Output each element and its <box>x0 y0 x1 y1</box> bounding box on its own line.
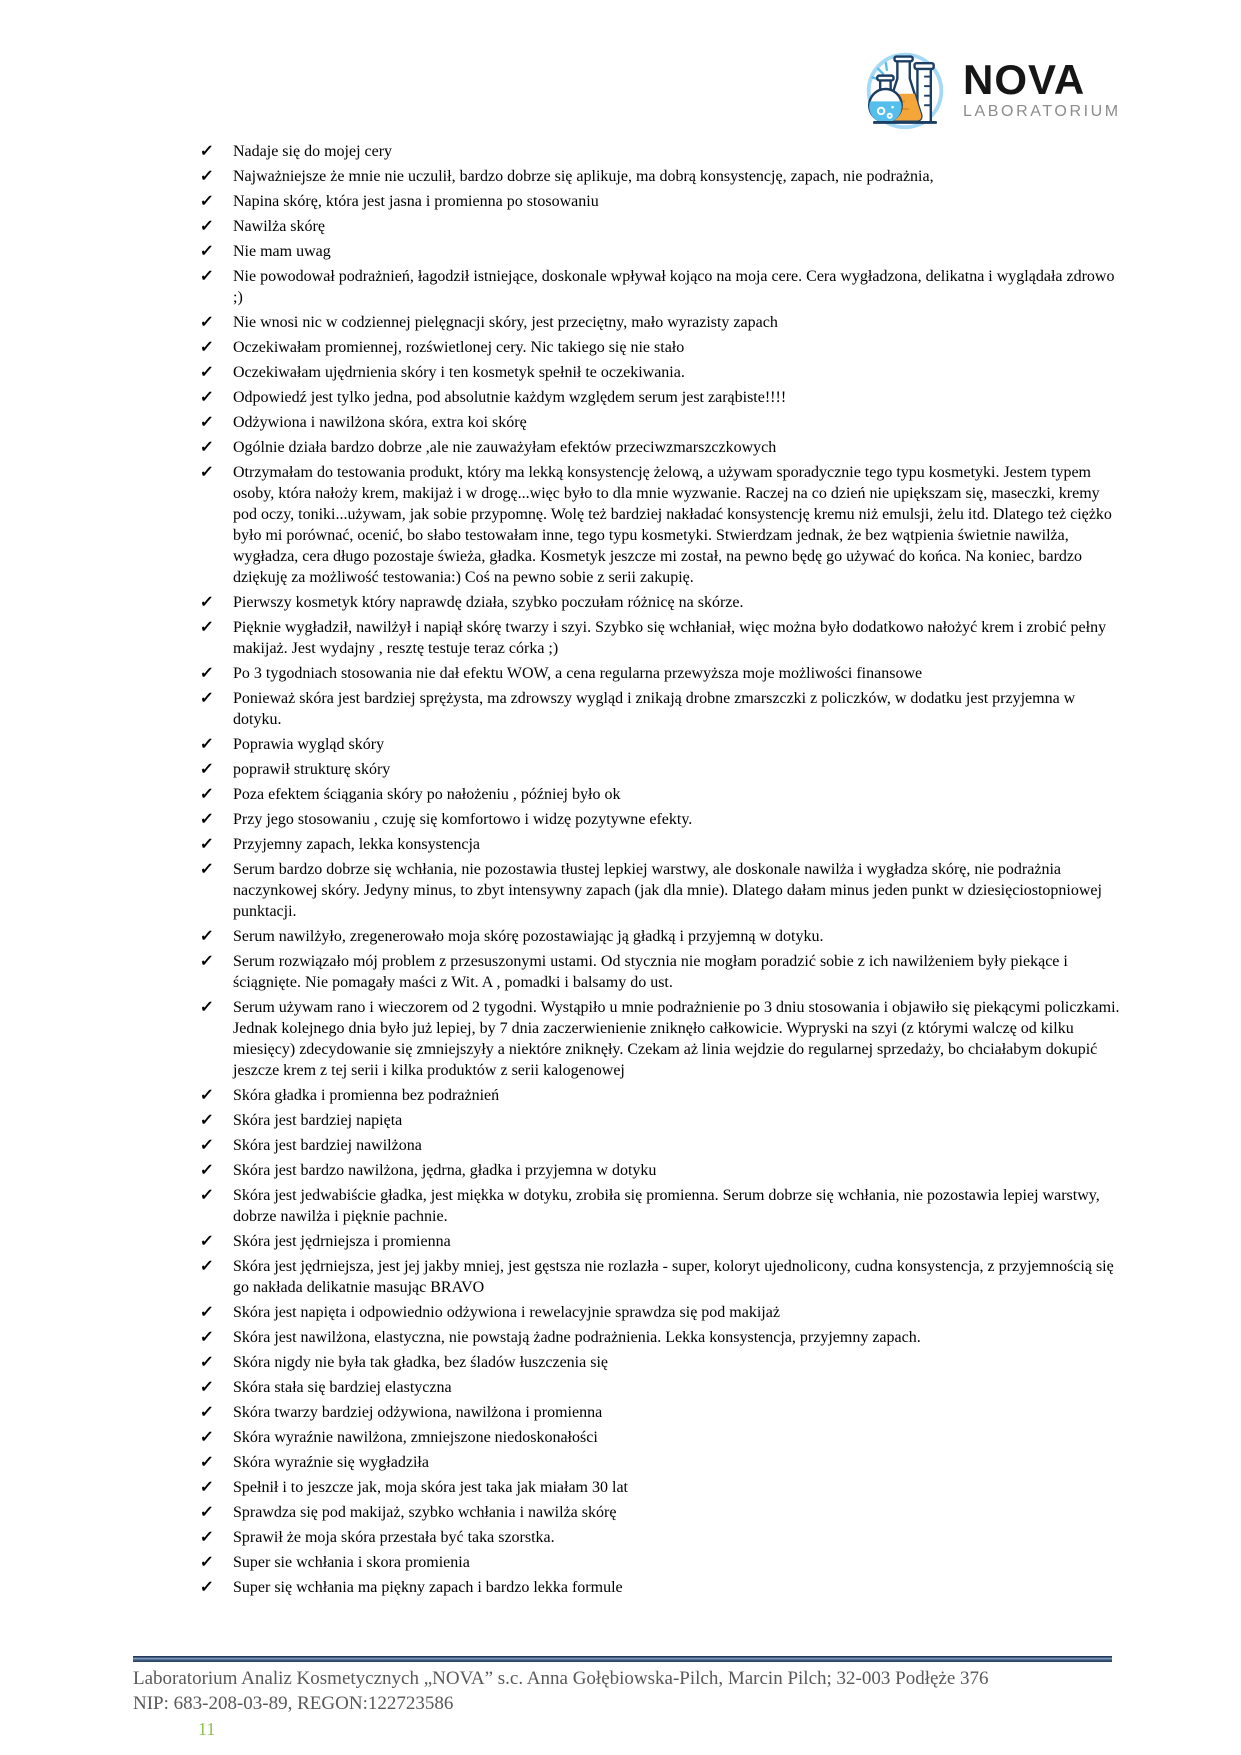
list-item <box>200 1402 1120 1423</box>
review-text: Skóra wyraźnie się wygładziła <box>233 1454 429 1471</box>
check-icon: ✓ <box>199 1304 215 1321</box>
review-text: Sprawdza się pod makijaż, szybko wchłania i nawilża skórę <box>233 1504 617 1521</box>
check-icon: ✓ <box>199 861 215 878</box>
check-icon: ✓ <box>199 1529 215 1546</box>
review-text: Otrzymałam do testowania produkt, który ma lekką konsystencję żelową, a używam sporadycznie tego typu kosmetyki. Jestem typem osoby, która nałoży krem, makijaż i w drogę...więc było to dla mnie wyzwanie. Raczej na co dzień nie upiększam się, maseczki, kremy pod oczy, toniki...używam, jak sobie przypomnę. Wolę też bardziej nakładać konsystencję kremu niż emulsji, żelu itd. Dlatego też ciężko było mi porównać, ocenić, bo słabo testowałam inne, tego typu kosmetyki. Stwierdzam jednak, że bez wątpienia świetnie nawilża, wygładza, cera długo pozostaje świeża, gładka. Kosmetyk jeszcze mi został, na pewno będę go używać do końca. Na koniec, bardzo dziękuję za możliwość testowania:) Coś na pewno sobie z serii zakupię. <box>233 464 1112 586</box>
check-icon: ✓ <box>199 836 215 853</box>
check-icon: ✓ <box>199 1329 215 1346</box>
check-icon: ✓ <box>199 168 215 185</box>
check-icon: ✓ <box>199 1112 215 1129</box>
check-icon: ✓ <box>199 143 215 160</box>
list-item <box>200 1110 1120 1131</box>
list-item <box>200 734 1120 755</box>
check-icon: ✓ <box>199 439 215 456</box>
list-item <box>200 1477 1120 1498</box>
list-item <box>200 241 1120 262</box>
logo-subtitle: LABORATORIUM <box>963 102 1121 120</box>
list-item <box>200 592 1120 613</box>
check-icon: ✓ <box>199 1429 215 1446</box>
list-item <box>200 412 1120 433</box>
footer-line1: Laboratorium Analiz Kosmetycznych „NOVA” s.c. Anna Gołębiowska-Pilch, Marcin Pilch; 32-003 Podłęże 376 <box>133 1668 989 1689</box>
check-icon: ✓ <box>199 786 215 803</box>
check-icon: ✓ <box>199 193 215 210</box>
list-item <box>200 663 1120 684</box>
review-text: Po 3 tygodniach stosowania nie dał efektu WOW, a cena regularna przewyższa moje możliwości finansowe <box>233 665 923 682</box>
review-text: Super się wchłania ma piękny zapach i bardzo lekka formule <box>233 1579 623 1596</box>
list-item <box>200 809 1120 830</box>
list-item <box>200 1502 1120 1523</box>
check-icon: ✓ <box>199 1404 215 1421</box>
check-icon: ✓ <box>199 218 215 235</box>
list-item <box>200 1352 1120 1373</box>
review-text: Skóra nigdy nie była tak gładka, bez śladów łuszczenia się <box>233 1354 608 1371</box>
review-text: Nie mam uwag <box>233 243 331 260</box>
review-text: Nie powodował podrażnień, łagodził istniejące, doskonale wpływał kojąco na moja cere. Cera wygładzona, delikatna i wyglądała zdrowo ;) <box>233 268 1115 306</box>
check-icon: ✓ <box>199 1354 215 1371</box>
review-text: Skóra wyraźnie nawilżona, zmniejszone niedoskonałości <box>233 1429 598 1446</box>
check-icon: ✓ <box>199 1162 215 1179</box>
review-text: Skóra jest bardziej nawilżona <box>233 1137 422 1154</box>
footer-line2: NIP: 683-208-03-89, REGON:122723586 <box>133 1693 454 1714</box>
list-item <box>200 1185 1120 1227</box>
review-text: Przy jego stosowaniu , czuję się komfortowo i widzę pozytywne efekty. <box>233 811 693 828</box>
list-item <box>200 191 1120 212</box>
list-item <box>200 362 1120 383</box>
list-item <box>200 784 1120 805</box>
review-text: Skóra jest bardziej napięta <box>233 1112 403 1129</box>
review-text: Poza efektem ściągania skóry po nałożeniu , później było ok <box>233 786 621 803</box>
check-icon: ✓ <box>199 761 215 778</box>
check-icon: ✓ <box>199 736 215 753</box>
check-icon: ✓ <box>199 1504 215 1521</box>
review-text: Poprawia wygląd skóry <box>233 736 385 753</box>
list-item <box>200 1085 1120 1106</box>
logo-text <box>963 55 1121 120</box>
list-item <box>200 337 1120 358</box>
check-icon: ✓ <box>199 690 215 707</box>
list-item <box>200 1527 1120 1548</box>
check-icon: ✓ <box>199 268 215 285</box>
review-text: Ogólnie działa bardzo dobrze ,ale nie zauważyłam efektów przeciwzmarszczkowych <box>233 439 777 456</box>
list-item <box>200 617 1120 659</box>
check-icon: ✓ <box>199 999 215 1016</box>
list-item <box>200 1302 1120 1323</box>
review-text: Skóra jest bardzo nawilżona, jędrna, gładka i przyjemna w dotyku <box>233 1162 657 1179</box>
check-icon: ✓ <box>199 1137 215 1154</box>
list-item <box>200 834 1120 855</box>
check-icon: ✓ <box>199 928 215 945</box>
list-item <box>200 1552 1120 1573</box>
review-text: Nie wnosi nic w codziennej pielęgnacji skóry, jest przeciętny, mało wyrazisty zapach <box>233 314 778 331</box>
check-icon: ✓ <box>199 414 215 431</box>
list-item <box>200 1231 1120 1252</box>
check-icon: ✓ <box>199 665 215 682</box>
check-icon: ✓ <box>199 1087 215 1104</box>
check-icon: ✓ <box>199 619 215 636</box>
check-icon: ✓ <box>199 1579 215 1596</box>
list-item <box>200 1256 1120 1298</box>
review-text: Skóra jest jędrniejsza i promienna <box>233 1233 451 1250</box>
review-text: Serum bardzo dobrze się wchłania, nie pozostawia tłustej lepkiej warstwy, ale doskonale nawilża i wygładza skórę, nie podrażnia naczynkowej skóry. Jedyny minus, to zbyt intensywny zapach (jak dla mnie). Dlatego dałam minus jeden punkt w dziesięciostopniowej punktacji. <box>233 861 1102 920</box>
review-text: Skóra jest jedwabiście gładka, jest miękka w dotyku, zrobiła się promienna. Serum dobrze się wchłania, nie pozostawia lepiej warstwy, dobrze nawilża i pięknie pachnie. <box>233 1187 1100 1225</box>
list-item <box>200 216 1120 237</box>
list-item <box>200 166 1120 187</box>
list-item <box>200 1427 1120 1448</box>
check-icon: ✓ <box>199 464 215 481</box>
check-icon: ✓ <box>199 364 215 381</box>
review-text: Skóra jest napięta i odpowiednio odżywiona i rewelacyjnie sprawdza się pod makijaż <box>233 1304 780 1321</box>
review-text: Skóra jest jędrniejsza, jest jej jakby mniej, jest gęstsza nie rozlazła - super, koloryt ujednolicony, cudna konsystencja, z przyjemnością się go nakłada delikatnie masując BRAVO <box>233 1258 1114 1296</box>
review-text: Super sie wchłania i skora promienia <box>233 1554 470 1571</box>
list-item <box>200 1377 1120 1398</box>
review-text: Sprawił że moja skóra przestała być taka szorstka. <box>233 1529 555 1546</box>
list-item <box>200 1135 1120 1156</box>
review-text: Skóra jest nawilżona, elastyczna, nie powstają żadne podrażnienia. Lekka konsystencja, przyjemny zapach. <box>233 1329 921 1346</box>
check-icon: ✓ <box>199 389 215 406</box>
review-text: Ponieważ skóra jest bardziej sprężysta, ma zdrowszy wygląd i znikają drobne zmarszczki z policzków, w dodatku jest przyjemna w dotyku. <box>233 690 1076 728</box>
check-icon: ✓ <box>199 1479 215 1496</box>
review-text: Oczekiwałam promiennej, rozświetlonej cery. Nic takiego się nie stało <box>233 339 685 356</box>
footer-company-info <box>133 1666 1123 1716</box>
check-icon: ✓ <box>199 1554 215 1571</box>
review-text: Skóra gładka i promienna bez podrażnień <box>233 1087 500 1104</box>
review-text: Nadaje się do mojej cery <box>233 143 393 160</box>
list-item <box>200 1327 1120 1348</box>
check-icon: ✓ <box>199 243 215 260</box>
check-icon: ✓ <box>199 953 215 970</box>
review-text: Oczekiwałam ujędrnienia skóry i ten kosmetyk spełnił te oczekiwania. <box>233 364 685 381</box>
list-item <box>200 437 1120 458</box>
list-item <box>200 997 1120 1081</box>
list-item <box>200 951 1120 993</box>
list-item <box>200 759 1120 780</box>
page-number: 11 <box>198 1719 216 1739</box>
review-text: Napina skórę, która jest jasna i promienna po stosowaniu <box>233 193 599 210</box>
review-text: poprawił strukturę skóry <box>233 761 391 778</box>
logo-name: NOVA <box>963 55 1086 103</box>
list-item <box>200 688 1120 730</box>
list-item <box>200 1452 1120 1473</box>
check-icon: ✓ <box>199 339 215 356</box>
list-item <box>200 312 1120 333</box>
footer-divider <box>133 1656 1112 1662</box>
review-text: Nawilża skórę <box>233 218 325 235</box>
review-text: Serum rozwiązało mój problem z przesuszonymi ustami. Od stycznia nie mogłam poradzić sobie z ich nawilżeniem były piekące i ściągnięte. Nie pomagały maści z Wit. A , pomadki i balsamy do ust. <box>233 953 1068 991</box>
review-text: Pięknie wygładził, nawilżył i napiął skórę twarzy i szyi. Szybko się wchłaniał, więc można było dodatkowo nałożyć krem i zrobić pełny makijaż. Jest wydajny , resztę testuje teraz córka ;) <box>233 619 1107 657</box>
check-icon: ✓ <box>199 1187 215 1204</box>
list-item <box>200 1577 1120 1598</box>
check-icon: ✓ <box>199 811 215 828</box>
list-item <box>200 387 1120 408</box>
check-icon: ✓ <box>199 1379 215 1396</box>
review-text: Skóra stała się bardziej elastyczna <box>233 1379 452 1396</box>
list-item <box>200 1160 1120 1181</box>
nova-logo <box>857 46 1121 132</box>
check-icon: ✓ <box>199 594 215 611</box>
list-item <box>200 859 1120 922</box>
check-icon: ✓ <box>199 1454 215 1471</box>
list-item <box>200 141 1120 162</box>
review-text: Skóra twarzy bardziej odżywiona, nawilżona i promienna <box>233 1404 603 1421</box>
review-text: Pierwszy kosmetyk który naprawdę działa, szybko poczułam różnicę na skórze. <box>233 594 744 611</box>
review-text: Odżywiona i nawilżona skóra, extra koi skórę <box>233 414 527 431</box>
list-item <box>200 462 1120 588</box>
review-text: Serum nawilżyło, zregenerowało moja skórę pozostawiając ją gładką i przyjemną w dotyku. <box>233 928 824 945</box>
review-text: Przyjemny zapach, lekka konsystencja <box>233 836 481 853</box>
review-text: Spełnił i to jeszcze jak, moja skóra jest taka jak miałam 30 lat <box>233 1479 628 1496</box>
review-text: Serum używam rano i wieczorem od 2 tygodni. Wystąpiło u mnie podrażnienie po 3 dniu stosowania i objawiło się piekącymi policzkami. Jednak kolejnego dnia było już lepiej, by 7 dnia zaczerwienienie zniknęło całkowicie. Wypryski na szyi (z którymi walczę od kilku miesięcy) zdecydowanie się zmniejszyły a niektóre zniknęły. Czekam aż linia wejdzie do regularnej sprzedaży, bo chciałabym dokupić jeszcze krem z tej serii i kilka produktów z serii kalogenowej <box>233 999 1120 1079</box>
list-item <box>200 926 1120 947</box>
check-icon: ✓ <box>199 1233 215 1250</box>
review-text: Najważniejsze że mnie nie uczulił, bardzo dobrze się aplikuje, ma dobrą konsystencję, zapach, nie podrażnia, <box>233 168 934 185</box>
review-text: Odpowiedź jest tylko jedna, pod absolutnie każdym względem serum jest zarąbiste!!!! <box>233 389 787 406</box>
lab-flasks-icon <box>857 46 953 132</box>
list-item <box>200 266 1120 308</box>
check-icon: ✓ <box>199 1258 215 1275</box>
review-checklist <box>200 141 1120 1602</box>
check-icon: ✓ <box>199 314 215 331</box>
